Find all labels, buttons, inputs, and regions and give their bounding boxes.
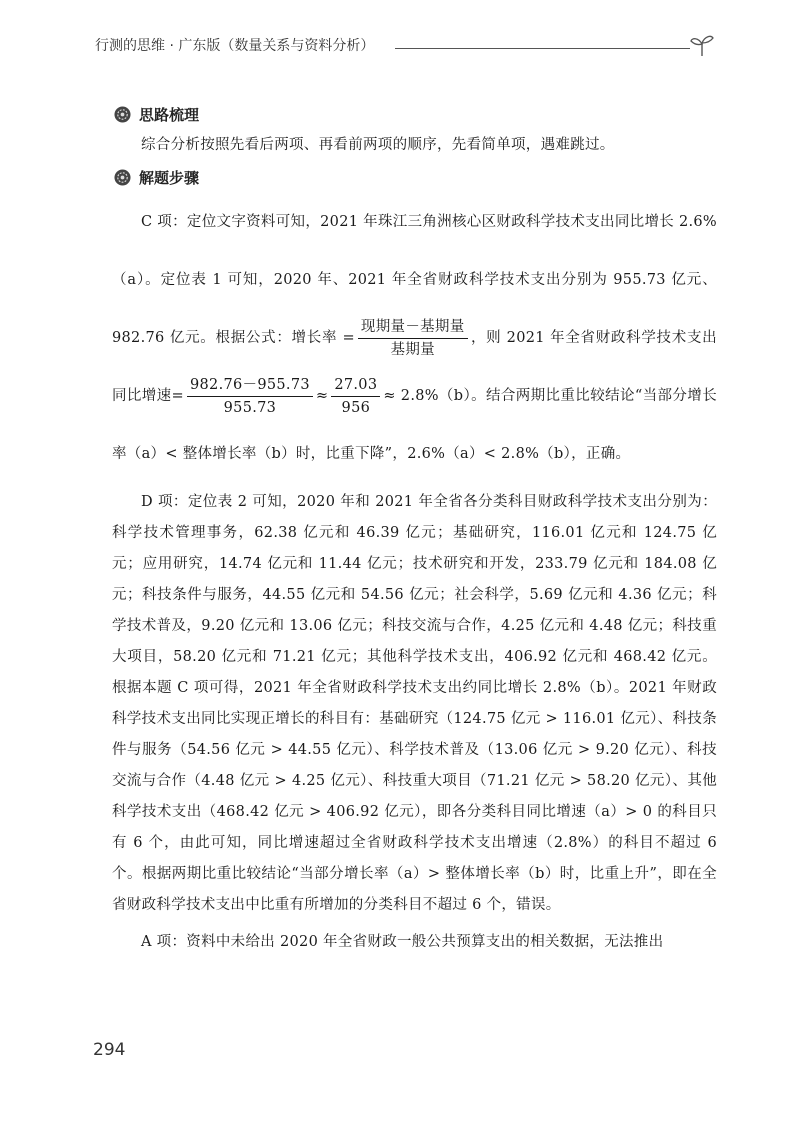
section-heading-approach [114, 98, 717, 130]
formula-numerator: 现期量－基期量 [358, 317, 468, 339]
growth-rate-formula [358, 317, 468, 360]
sprout-icon [689, 32, 715, 58]
running-header-title: 行测的思维 · 广东版（数量关系与资料分析） [95, 38, 375, 54]
page-number: 294 [93, 1040, 126, 1060]
running-header [95, 36, 715, 64]
formula-denominator: 956 [341, 399, 371, 416]
c-item-paragraph [112, 193, 717, 483]
approx-sign: ≈ [315, 388, 329, 404]
gear-badge-icon [114, 106, 131, 123]
formula-denominator: 955.73 [223, 399, 277, 416]
section-heading-steps [114, 161, 717, 193]
growth-calc-fraction [187, 375, 313, 418]
a-item-paragraph: A 项：资料中未给出 2020 年全省财政一般公共预算支出的相关数据，无法推出 [141, 934, 664, 950]
formula-numerator: 27.03 [331, 375, 380, 397]
gear-badge-icon [114, 169, 131, 186]
d-item-paragraph: D 项：定位表 2 可知，2020 年和 2021 年全省各分类科目财政科学技术支出分别为：科学技术管理事务，62.38 亿元和 46.39 亿元；基础研究，116.01 亿元和 124.75 亿元；应用研究，14.74 亿元和 11.44 亿元；技术研究和开发，233.79 亿元和 184.08 亿元；科技条件与服务，44.55 亿元和 54.56 亿元；社会科学，5.69 亿元和 4.36 亿元；科学技术普及，9.20 亿元和 13.06 亿元；科技交流与合作，4.25 亿元和 4.48 亿元；科技重大项目，58.20 亿元和 71.21 亿元；其他科学技术支出，406.92 亿元和 468.42 亿元。根据本题 C 项可得，2021 年全省财政科学技术支出约同比增长 2.8%（b）。2021 年财政科学技术支出同比实现正增长的科目有：基础研究（124.75 亿元 > 116.01 亿元）、科技条件与服务（54.56 亿元 > 44.55 亿元）、科学技术普及（13.06 亿元 > 9.20 亿元）、科技交流与合作（4.48 亿元 > 4.25 亿元）、科技重大项目（71.21 亿元 > 58.20 亿元）、其他科学技术支出（468.42 亿元 > 406.92 亿元），即各分类科目同比增速（a）> 0 的科目只有 6 个，由此可知，同比增速超过全省财政科学技术支出增速（2.8%）的科目不超过 6 个。根据两期比重比较结论“当部分增长率（a）> 整体增长率（b）时，比重上升”，即在全省财政科学技术支出中比重有所增加的分类科目不超过 6 个，错误。 [112, 494, 717, 913]
formula-numerator: 982.76－955.73 [187, 375, 313, 397]
growth-approx-fraction [331, 375, 380, 418]
page-content [112, 98, 717, 958]
c-item-text-3: ≈ 2.8%（b）。结合两期比重比较结论“当部分增长率（a）< 整体增长率（b）时，比重下降”，2.6%（a）< 2.8%（b），正确。 [112, 388, 717, 462]
approach-text: 综合分析按照先看后两项、再看前两项的顺序，先看简单项，遇难跳过。 [141, 137, 615, 153]
c-item-text-1: C 项：定位文字资料可知，2021 年珠江三角洲核心区财政科学技术支出同比增长 2.6%（a）。定位表 1 可知，2020 年、2021 年全省财政科学技术支出分别为 955.73 亿元、982.76 亿元。根据公式：增长率 = [112, 214, 717, 346]
section-heading-label: 解题步骤 [139, 168, 200, 187]
section-heading-label: 思路梳理 [139, 105, 200, 124]
c-item-text-2: ，则 2021 年全省财政科学技术支出同比增速= [112, 330, 717, 404]
header-rule [395, 48, 690, 49]
formula-denominator: 基期量 [390, 341, 435, 358]
